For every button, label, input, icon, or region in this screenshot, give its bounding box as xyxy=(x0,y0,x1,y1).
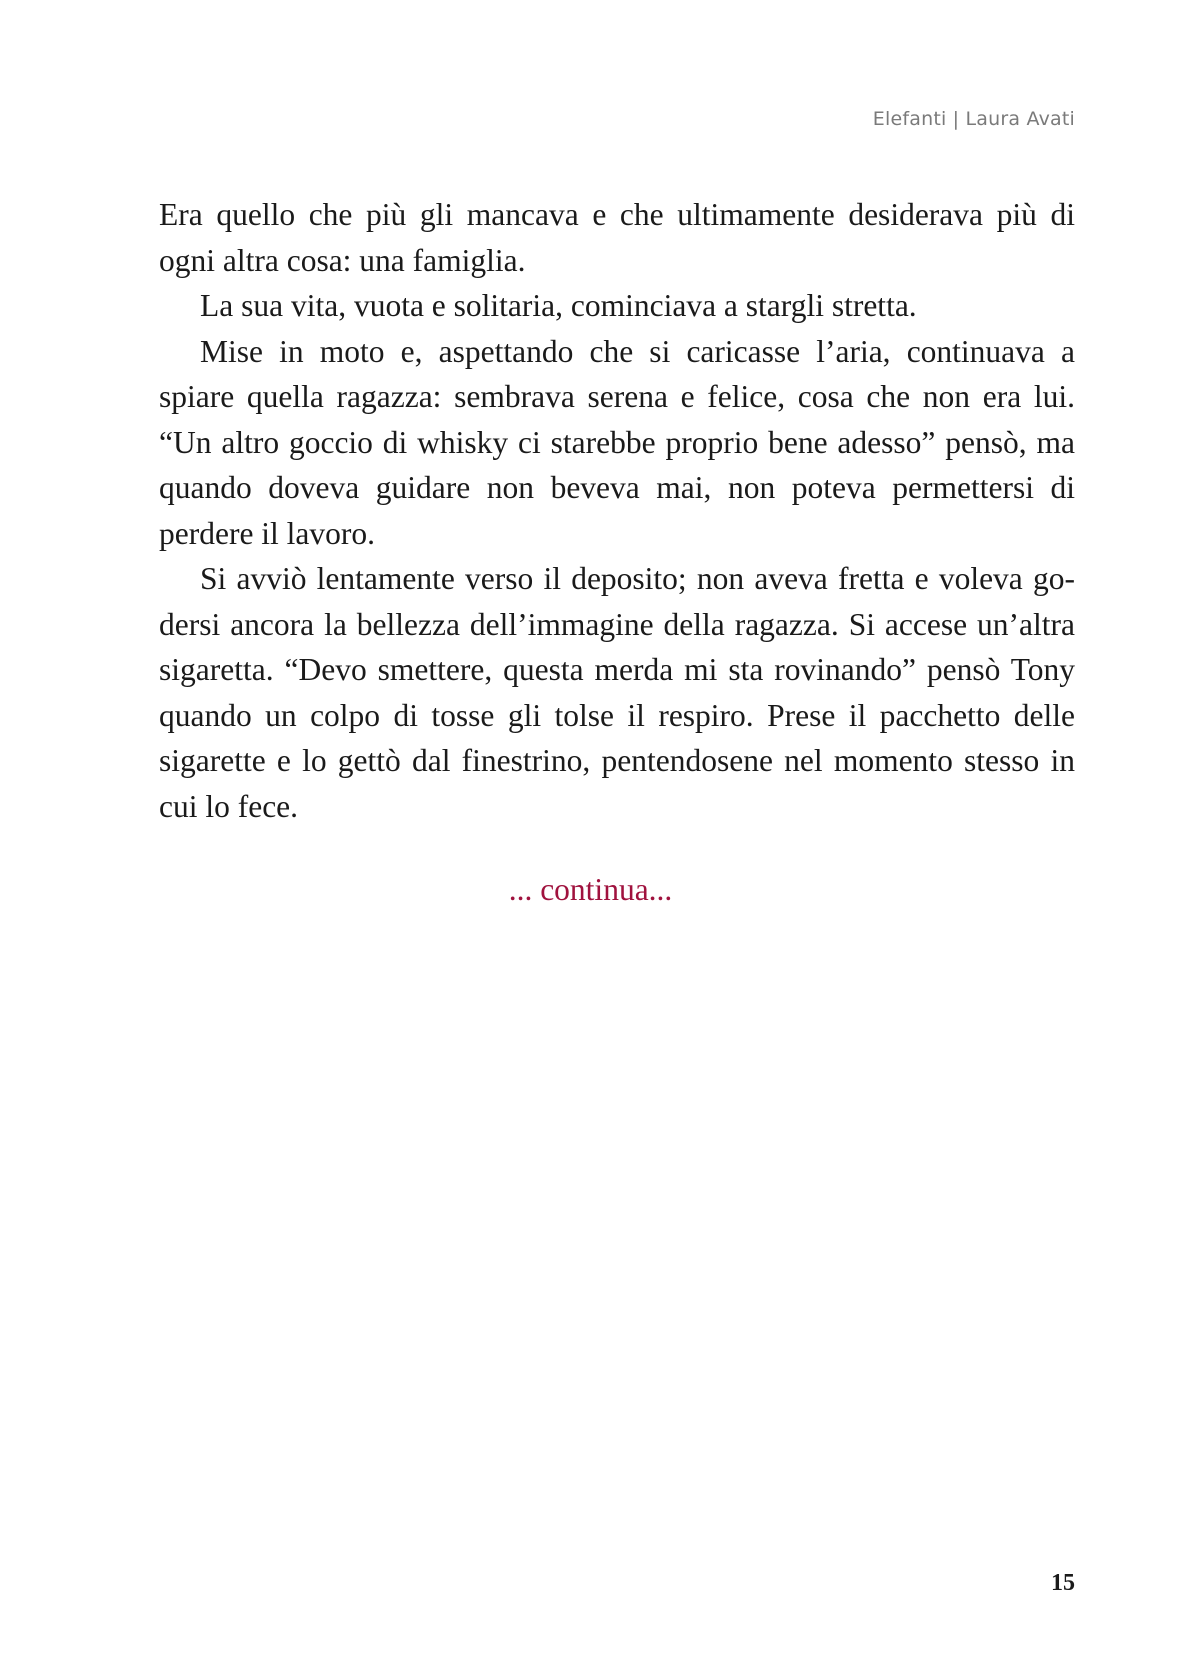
page-number: 15 xyxy=(1051,1570,1075,1596)
paragraph: Era quello che più gli mancava e che ultimamente desiderava più di ogni altra cosa: una famiglia. xyxy=(159,197,1075,278)
paragraph: La sua vita, vuota e solitaria, cominciava a stargli stretta. xyxy=(200,288,917,323)
paragraph: Si avviò lentamente verso il deposito; non aveva fretta e voleva go-dersi ancora la bellezza dell’immagine della ragazza. Si accese un’altra sigaretta. “Devo smettere, questa merda mi sta rovinando” pensò Tony quando un colpo di tosse gli tolse il respiro. Prese il pacchetto delle sigarette e lo gettò dal finestrino, pentendosene nel momento stesso in cui lo fece. xyxy=(159,561,1075,824)
running-header: Elefanti | Laura Avati xyxy=(872,108,1075,130)
body-text xyxy=(159,192,1075,829)
paragraph: Mise in moto e, aspettando che si caricasse l’aria, continuava a spiare quella ragazza: sembrava serena e felice, cosa che non era lui. “Un altro goccio di whisky ci starebbe proprio bene adesso” pensò, ma quando doveva guidare non beveva mai, non poteva permettersi di perdere il lavoro. xyxy=(159,333,1075,551)
continua-text: ... continua... xyxy=(508,872,673,907)
